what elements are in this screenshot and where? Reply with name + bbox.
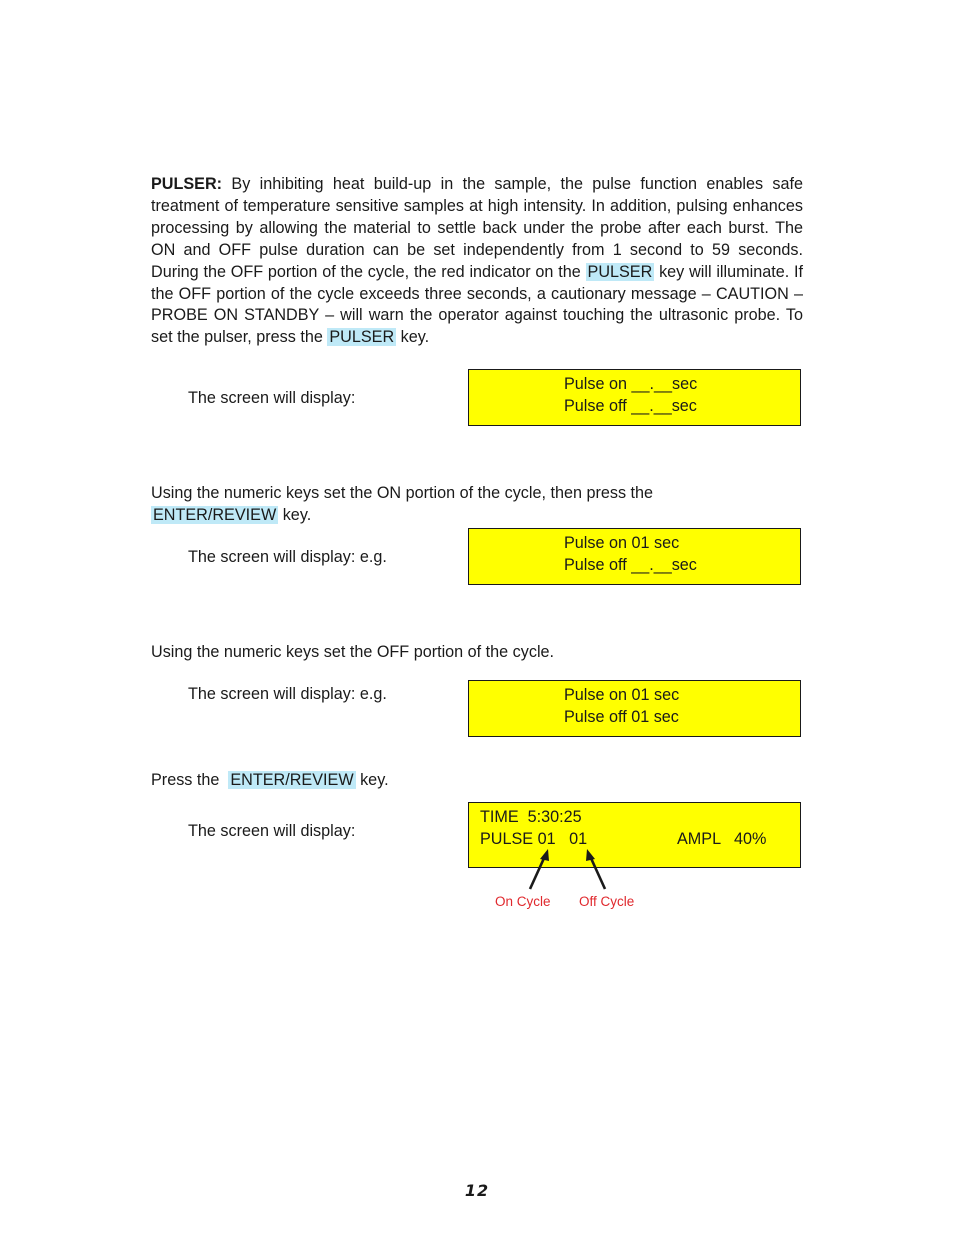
lcd-screen-3: [468, 680, 801, 737]
lcd-screen-4: [468, 802, 801, 868]
pulser-key-highlight: PULSER: [329, 328, 395, 347]
enter-review-key-highlight: ENTER/REVIEW: [230, 771, 354, 789]
screen-display-label: The screen will display: e.g.: [188, 685, 387, 703]
screen-display-label: The screen will display: e.g.: [188, 548, 387, 566]
pulser-heading: PULSER:: [151, 175, 223, 193]
lcd-ampl-value: AMPL 40%: [677, 829, 767, 848]
lcd-line: Pulse off 01 sec: [564, 707, 679, 726]
off-cycle-arrow-icon: [586, 849, 605, 889]
lcd-screen-2: [468, 528, 801, 585]
lcd-line: Pulse off __.__sec: [564, 396, 697, 415]
on-cycle-label: On Cycle: [495, 894, 551, 909]
lcd-line: Pulse off __.__sec: [564, 555, 697, 574]
screen-display-label: The screen will display:: [188, 389, 356, 407]
lcd-pulse-line: PULSE 01 01: [480, 829, 588, 848]
lcd-line: Pulse on 01 sec: [564, 686, 680, 704]
step4-instruction: Press the ENTER/REVIEW key.: [151, 771, 389, 789]
step2-instruction: Using the numeric keys set the ON portion of the cycle, then press the ENTER/REVIEW key.: [151, 484, 654, 524]
step3-instruction: Using the numeric keys set the OFF portion of the cycle.: [151, 643, 555, 661]
cycle-arrows: [520, 846, 620, 892]
pulser-description: PULSER: By inhibiting heat build-up in the sample, the pulse function enables safe treatment of temperature sensitive samples at high intensity. In addition, pulsing enhances processing by allowing the material to settle back under the probe after each burst. The ON and OFF pulse duration can be set independently from 1 second to 59 seconds. During the OFF portion of the cycle, the red indicator on the PULSER key will illuminate. If the OFF portion of the cycle exceeds three seconds, a cautionary message – CAUTION – PROBE ON STANDBY – will warn the operator against touching the ultrasonic probe. To set the pulser, press the PULSER key.: [151, 175, 803, 347]
off-cycle-label: Off Cycle: [579, 894, 635, 909]
lcd-line: Pulse on __.__sec: [564, 375, 698, 393]
lcd-screen-1: [468, 369, 801, 426]
lcd-line: Pulse on 01 sec: [564, 534, 680, 552]
pulser-key-highlight: PULSER: [587, 262, 653, 281]
page-number: 12: [464, 1181, 490, 1200]
screen-display-label: The screen will display:: [188, 822, 356, 840]
enter-review-key-highlight: ENTER/REVIEW: [153, 505, 277, 524]
lcd-pulse-row: [469, 829, 800, 851]
lcd-time-line: TIME 5:30:25: [480, 808, 582, 826]
on-cycle-arrow-icon: [530, 849, 549, 889]
